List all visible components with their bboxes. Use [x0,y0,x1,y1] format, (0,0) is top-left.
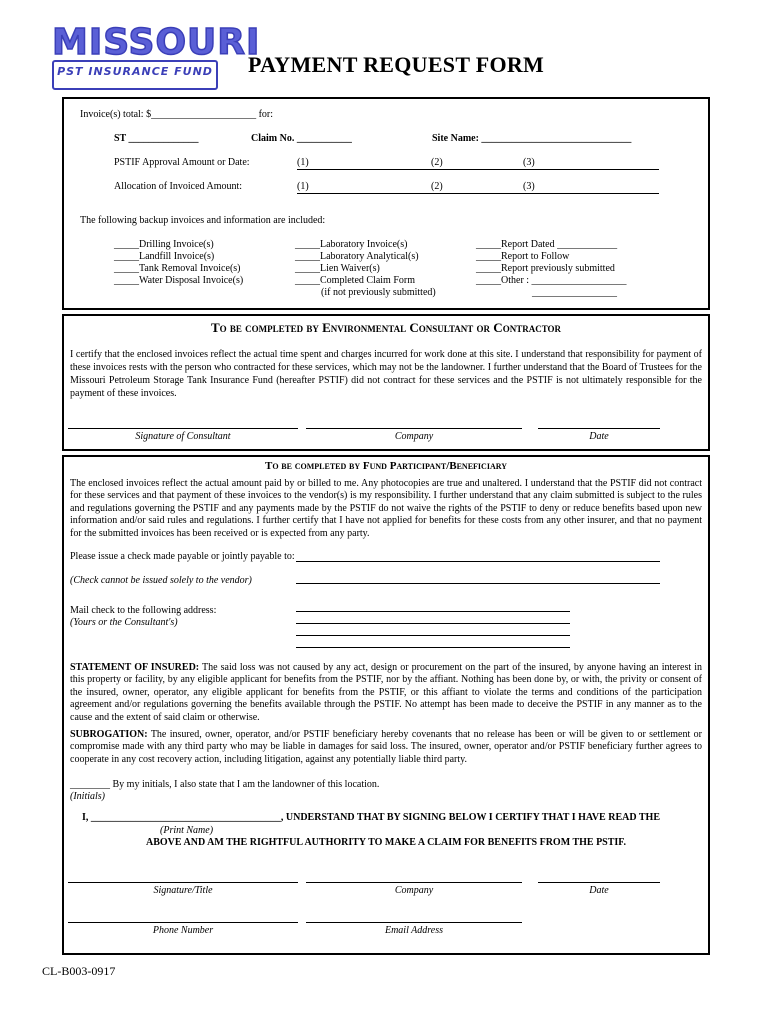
approval-col-3: (3) [523,157,535,168]
consultant-heading: To be completed by Environmental Consultant or Contractor [210,320,562,335]
checklist-item[interactable]: _____Laboratory Invoice(s) [295,239,408,250]
mail-address-line-1[interactable] [296,611,570,612]
certify-continuation: ABOVE AND AM THE RIGHTFUL AUTHORITY TO MAKE A CLAIM FOR BENEFITS FROM THE PSTIF. [146,837,626,848]
statement-text: The said loss was not caused by any act, design or procurement on the part of the insured, by anyone having an interest in this property or facility, by any eligible applicant for benefits from the PSTIF, nor by the affiant. Nothing has been done by, or with, the privity or consent of the insured, owner, operator, any eligible applicant for benefits from the PSTIF, or this affiant to violate the terms and conditions of the participation agreement and/or regulations governing the benefits available through the PSTIF. No attempt has been made to deceive the PSTIF in any manner as to the cause and the extent of said claim or otherwise. [70,662,703,723]
phone-number-caption: Phone Number [152,925,214,936]
initials-caption: (Initials) [70,791,105,802]
allocation-col-1: (1) [297,181,309,192]
invoice-total-field[interactable]: Invoice(s) total: $_____________________ for: [80,109,274,120]
print-name-field[interactable]: I, ______________________________________, UNDERSTAND THAT BY SIGNING BELOW I CERTIFY THAT I HAVE READ THE [82,812,660,823]
allocation-label: Allocation of Invoiced Amount: [114,181,243,192]
mail-address-line-2[interactable] [296,623,570,624]
approval-amount-label: PSTIF Approval Amount or Date: [114,157,250,168]
beneficiary-company-line[interactable] [306,882,522,883]
logo-top-text: MISSOURI [52,22,261,63]
backup-intro: The following backup invoices and information are included: [80,215,326,226]
checklist-note: (if not previously submitted) [321,287,436,298]
consultant-company-caption: Company [394,431,434,442]
checklist-item[interactable]: _____Lien Waiver(s) [295,263,380,274]
check-payable-label: Please issue a check made payable or jointly payable to: [70,551,295,562]
consultant-signature-caption: Signature of Consultant [135,431,231,442]
beneficiary-signature-caption: Signature/Title [153,885,213,896]
allocation-col-2: (2) [431,181,443,192]
landowner-initials-field[interactable]: ________ By my initials, I also state that I am the landowner of this location. [70,779,380,790]
site-name-field[interactable]: Site Name: ______________________________ [432,133,632,144]
check-payable-line-1[interactable] [296,561,660,562]
form-code: CL-B003-0917 [42,964,116,978]
missouri-pstif-logo [52,22,261,95]
st-field[interactable]: ST ______________ [114,133,199,144]
checklist-item[interactable]: _____Report to Follow [476,251,570,262]
allocation-col-3: (3) [523,181,535,192]
backup-column-2 [295,239,436,299]
allocation-line[interactable] [297,193,659,194]
consultant-certification: I certify that the enclosed invoices reflect the actual time spent and charges incurred for work done at this site. I understand that responsibility for payment of these invoices rests with the person who contracted for these services, which may not be the landowner. I further understand that the Board of Trustees for the Missouri Petroleum Storage Tank Insurance Fund (hereafter PSTIF) did not contract for these services and the PSTIF is not ultimately responsible for the payment of these invoices. [70,349,702,399]
mail-address-line-4[interactable] [296,647,570,648]
checklist-item[interactable]: _____Completed Claim Form [295,275,415,286]
beneficiary-heading: To be completed by Fund Participant/Beneficiary [264,460,507,472]
mail-address-note: (Yours or the Consultant's) [70,617,178,628]
checklist-item[interactable]: _____Tank Removal Invoice(s) [114,263,241,274]
statement-of-insured [70,662,702,724]
email-address-caption: Email Address [384,925,444,936]
beneficiary-date-line[interactable] [538,882,660,883]
checklist-item[interactable]: _____Drilling Invoice(s) [114,239,214,250]
approval-col-2: (2) [431,157,443,168]
other-continuation-line[interactable]: _________________ [532,287,617,298]
email-address-line[interactable] [306,922,522,923]
checklist-item[interactable]: _____Report Dated ____________ [476,239,618,250]
approval-amount-line[interactable] [297,169,659,170]
claim-number-field[interactable]: Claim No. ___________ [251,133,352,144]
beneficiary-date-caption: Date [589,885,609,896]
checklist-item[interactable]: _____Laboratory Analytical(s) [295,251,419,262]
beneficiary-certification: The enclosed invoices reflect the actual amount paid by or billed to me. Any photocopies are true and unaltered. I understand that the PSTIF did not contract for these services and that payment of these invoices to the vendor(s) is my responsibility. I further understand that any claim submitted is subject to the rules and regulations governing the PSTIF and any payments made by the PSTIF do not waive the rights of the PSTIF to deny or reduce benefits based upon new information and/or said rules and regulations. I further certify that I have not applied for benefits for these costs from any other insurer, and that no payment for the submitted invoices has been received or is expected from any party. [70,478,702,539]
backup-column-1 [114,239,243,287]
consultant-signature-line[interactable] [68,428,298,429]
consultant-section [62,314,710,451]
subrogation [70,729,702,766]
statement-title: STATEMENT OF INSURED: [70,662,200,673]
consultant-date-caption: Date [589,431,609,442]
mail-address-label: Mail check to the following address: [70,605,217,616]
subrogation-text: The insured, owner, operator, and/or PSTIF beneficiary hereby covenants that no release has been or will be given to or settlement or compromise made with any third party who may be liable in damages for said loss. The insured, owner, operator and/or PSTIF beneficiary further agrees to cooperate in any cost recovery action, including litigation, against any potentially liable third party. [70,729,702,765]
form-title: PAYMENT REQUEST FORM [248,52,545,77]
checklist-item[interactable]: _____Water Disposal Invoice(s) [114,275,244,286]
checklist-item[interactable]: _____Landfill Invoice(s) [114,251,215,262]
phone-number-line[interactable] [68,922,298,923]
backup-column-3 [476,239,627,299]
consultant-company-line[interactable] [306,428,522,429]
logo-bottom-text: PST INSURANCE FUND [57,65,213,78]
mail-address-line-3[interactable] [296,635,570,636]
checklist-item[interactable]: _____Report previously submitted [476,263,615,274]
checklist-item[interactable]: _____Other : ___________________ [476,275,627,286]
beneficiary-section [62,455,710,955]
subrogation-title: SUBROGATION: [70,729,148,740]
check-payable-line-2[interactable] [296,583,660,584]
invoice-summary-section [62,97,710,310]
consultant-date-line[interactable] [538,428,660,429]
beneficiary-signature-line[interactable] [68,882,298,883]
print-name-caption: (Print Name) [160,825,214,836]
approval-col-1: (1) [297,157,309,168]
check-note: (Check cannot be issued solely to the vendor) [70,575,252,586]
beneficiary-company-caption: Company [394,885,434,896]
